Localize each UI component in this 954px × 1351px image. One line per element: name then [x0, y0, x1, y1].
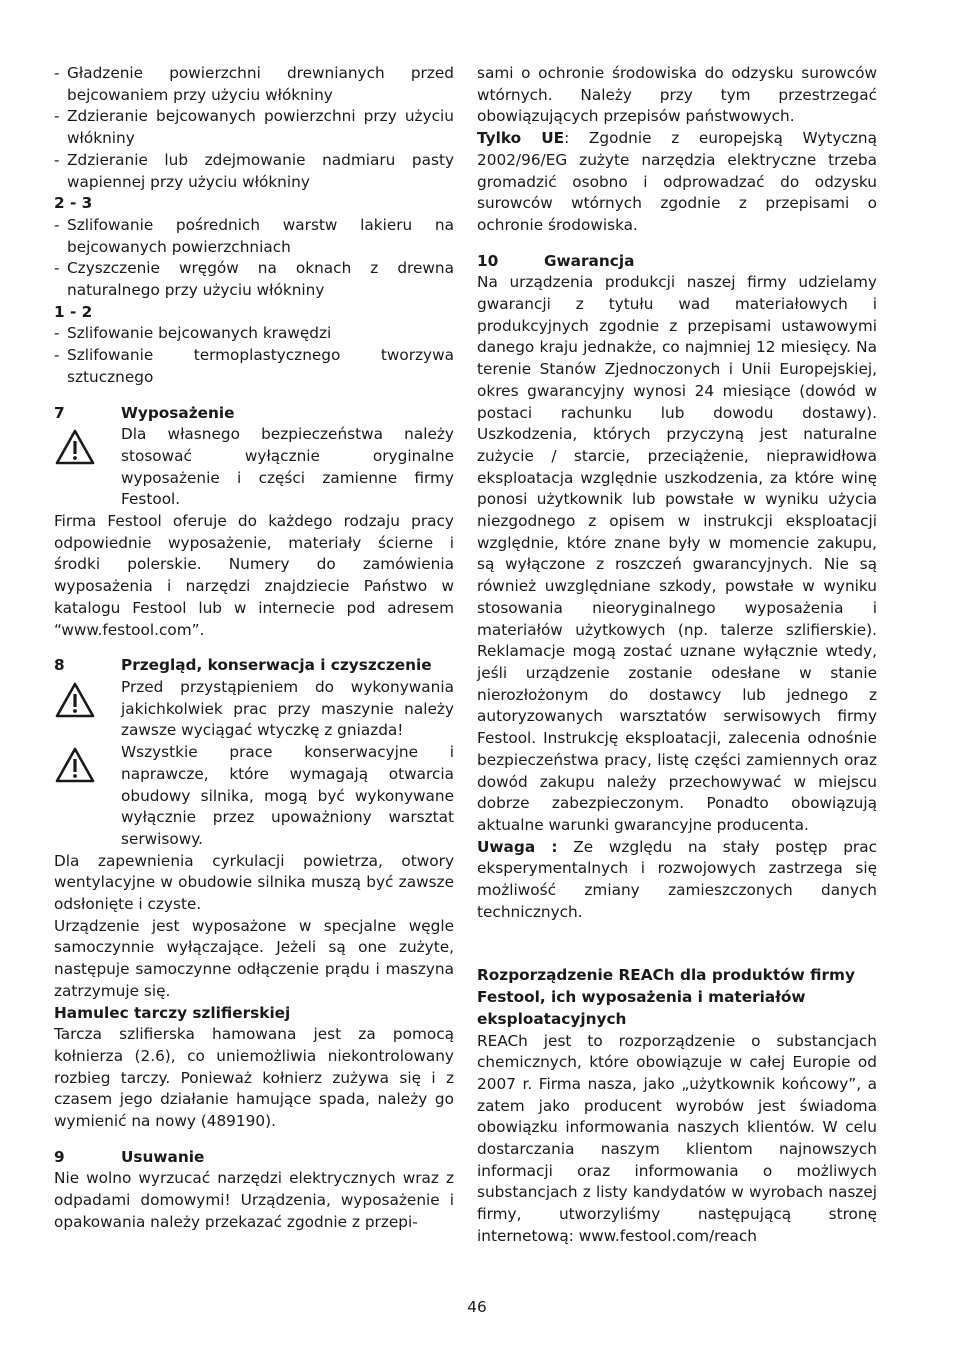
- spacer: [477, 923, 877, 965]
- paragraph: Nie wolno wyrzucać narzędzi elektrycznych wraz z odpadami domowymi! Urządzenia, wyposażenie i opakowania należy przekazać zgodnie z przepi-: [54, 1169, 454, 1231]
- section-heading-9: 9 Usuwanie: [54, 1147, 205, 1166]
- grade-subheading: 1 - 2: [54, 302, 93, 321]
- warning-triangle-icon: [54, 677, 121, 726]
- warning-block: Wszystkie prace konserwacyjne i naprawcze, które wymagają otwarcia obudowy silnika, mogą być wykonywane wyłącznie przez upoważniony warsztat serwisowy.: [54, 742, 454, 851]
- subheading: Hamulec tarczy szlifierskiej: [54, 1003, 291, 1022]
- warning-block: Dla własnego bezpieczeństwa należy stosować wyłącznie oryginalne wyposażenie i części zamienne firmy Festool.: [54, 424, 454, 511]
- list-item: - Zdzieranie bejcowanych powierzchni przy użyciu włókniny: [54, 107, 454, 148]
- section-heading-7: 7 Wyposażenie: [54, 403, 235, 422]
- paragraph: Na urządzenia produkcji naszej firmy udzielamy gwarancji z tytułu wad materiałowych i produkcyjnych zgodnie z przepisami ustawowymi danego kraju jednakże, co najmniej 12 miesięcy. Na terenie Stanów Zjednoczonych i Unii Europejskiej, okres gwarancyjny wynosi 24 miesiące (dowód w postaci rachunku lub dowodu dostawy). Uszkodzenia, których przyczyną jest naturalne zużycie / starcie, przeciążenie, nieprawidłowa eksploatacja względnie uszkodzenia, za które winę ponosi użytkownik lub powstałe w wyniku użycia niezgodnego z opisem w instrukcji eksploatacji względnie, które znane były w momencie zakupu, są wyłączone z roszczeń gwarancyjnych. Nie są również uwzględniane szkody, powstałe w wyniku stosowania nieoryginalnego wyposażenia i materiałów użytkowych (np. talerze szlifierskie). Reklamacje mogą zostać uznane wyłącznie wtedy, jeśli urządzenie zostanie odesłane w stanie nierozłożonym do dostawcy lub jednego z autoryzowanych warsztatów serwisowych firmy Festool. Instrukcję eksploatacji, zalecenia odnośnie bezpieczeństwa pracy, listę części zamiennych oraz dowód zakupu należy przechowywać w miejscu dobrze zabezpieczonym. Ponadto obowiązują aktualne warunki gwarancyjne producenta.: [477, 273, 877, 834]
- paragraph: Firma Festool oferuje do każdego rodzaju pracy odpowiednie wyposażenie, materiały ścierne i środki polerskie. Numery do zamówienia wyposażenia i narzędzi znajdziecie Państwo w katalogu Festool lub w internecie pod adresem “www.festool.com”.: [54, 512, 454, 639]
- section-heading-10: 10 Gwarancja: [477, 251, 635, 270]
- paragraph: REACh jest to rozporządzenie o substancjach chemicznych, które obowiązuje w całej Europie od 2007 r. Firma nasza, jako „użytkownik końcowy”, a zatem jako producent wyrobów jest świadoma obowiązku informowania naszych klientów. W celu dostarczania naszym klientom najnowszych informacji oraz informowania o możliwych substancjach z listy kandydatów w wyrobach naszej firmy, utworzyliśmy następującą stronę internetową: www.festool.com/reach: [477, 1031, 877, 1245]
- paragraph: sami o ochronie środowiska do odzysku surowców wtórnych. Należy przy tym przestrzegać obowiązujących przepisów państwowych.: [477, 64, 877, 126]
- list-item: - Szlifowanie bejcowanych krawędzi: [54, 324, 332, 343]
- list-item: - Zdzieranie lub zdejmowanie nadmiaru pasty wapiennej przy użyciu włókniny: [54, 150, 454, 191]
- paragraph: Tarcza szlifierska hamowana jest za pomocą kołnierza (2.6), co uniemożliwia niekontrolowany rozbieg tarczy. Ponieważ kołnierz zużywa się i z czasem jego działanie hamujące spada, należy go wymienić na nowy (489190).: [54, 1025, 454, 1131]
- list-item: - Gładzenie powierzchni drewnianych przed bejcowaniem przy użyciu włókniny: [54, 64, 454, 104]
- page-number: 46: [467, 1298, 487, 1316]
- paragraph: Uwaga : Ze względu na stały postęp prac eksperymentalnych i rozwojowych zastrzega się możliwość zmiany zamieszczonych danych technicznych.: [477, 837, 878, 921]
- left-column: [54, 63, 454, 1234]
- paragraph: Dla zapewnienia cyrkulacji powietrza, otwory wentylacyjne w obudowie silnika muszą być zawsze odsłonięte i czyste.: [54, 851, 454, 914]
- list-item: - Szlifowanie termoplastycznego tworzywa sztucznego: [54, 346, 454, 386]
- section-heading-8: 8 Przegląd, konserwacja i czyszczenie: [54, 656, 432, 675]
- grade-subheading: 2 - 3: [54, 194, 93, 213]
- paragraph: Tylko UE: Zgodnie z europejską Wytyczną 2002/96/EG zużyte narzędzia elektryczne trzeba gromadzić osobno i odprowadzać do odzysku surowców wtórnych zgodnie z przepisami o ochronie środowiska.: [477, 129, 877, 234]
- warning-triangle-icon: [54, 742, 121, 791]
- list-item: - Szlifowanie pośrednich warstw lakieru na bejcowanych powierzchniach: [54, 215, 454, 256]
- paragraph: Urządzenie jest wyposażone w specjalne węgle samoczynnie wyłączające. Jeżeli są one zużyte, następuje samoczynne odłączenie prądu i maszyna zatrzymuje się.: [54, 916, 454, 1000]
- list-item: - Czyszczenie wręgów na oknach z drewna naturalnego przy użyciu włókniny: [54, 259, 454, 300]
- reach-heading: Rozporządzenie REACh dla produktów firmy Festool, ich wyposażenia i materiałów eksploatacyjnych: [477, 966, 855, 1028]
- warning-triangle-icon: [54, 424, 121, 473]
- right-column: [477, 63, 877, 1248]
- warning-block: Przed przystąpieniem do wykonywania jakichkolwiek prac przy maszynie należy zawsze wyciągać wtyczkę z gniazda!: [54, 677, 454, 742]
